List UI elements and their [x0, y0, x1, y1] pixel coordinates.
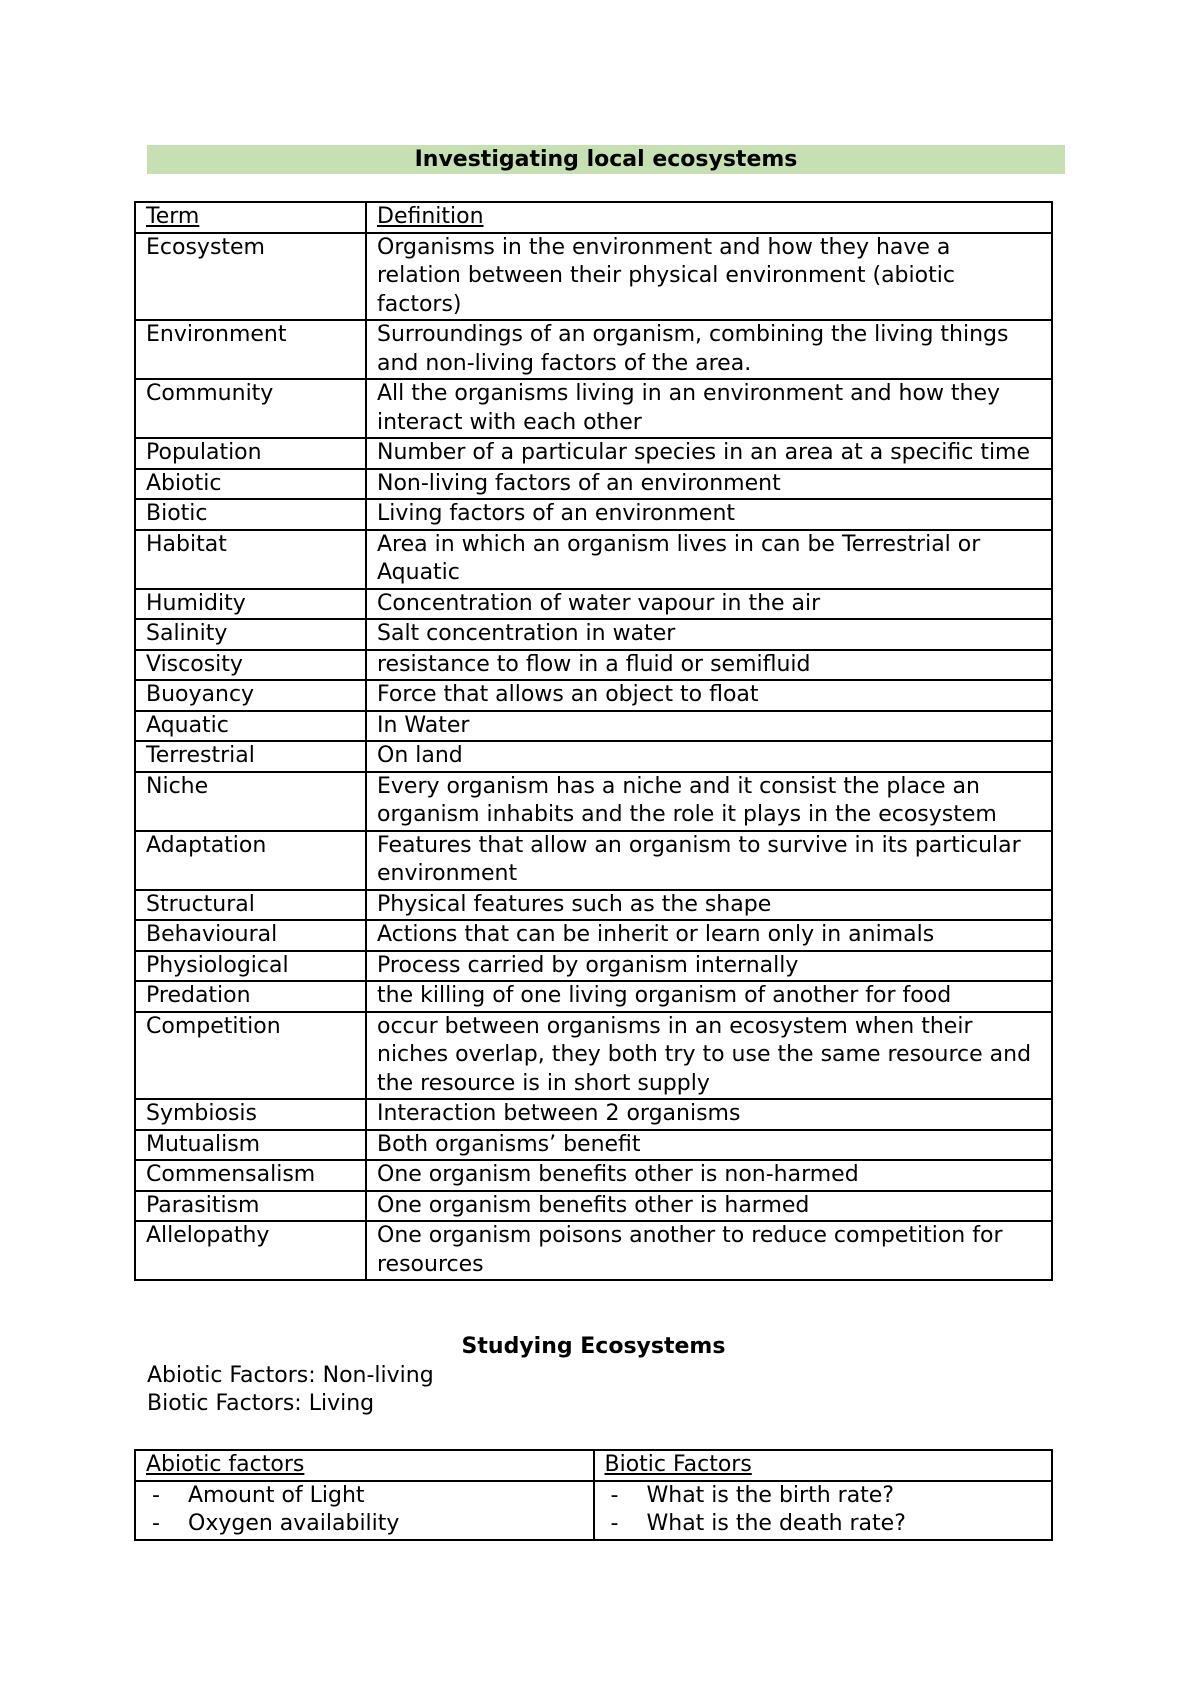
definition-cell: Living factors of an environment: [366, 499, 1052, 530]
definition-cell: On land: [366, 741, 1052, 772]
table-row: [135, 1130, 1052, 1161]
abiotic-factors-line: Abiotic Factors: Non-living: [147, 1363, 434, 1388]
page-title: Investigating local ecosystems: [147, 145, 1065, 174]
term-cell: Ecosystem: [135, 233, 366, 321]
bullet-dash: -: [610, 1511, 619, 1536]
table-row: [135, 711, 1052, 742]
definition-cell: Actions that can be inherit or learn only in animals: [366, 920, 1052, 951]
column-header-term: [135, 202, 366, 233]
term-cell: Parasitism: [135, 1191, 366, 1222]
term-cell: Physiological: [135, 951, 366, 982]
table-row: [135, 772, 1052, 831]
table-row: [135, 320, 1052, 379]
biotic-list: [605, 1482, 1042, 1539]
definition-cell: One organism benefits other is harmed: [366, 1191, 1052, 1222]
biotic-factors-line: Biotic Factors: Living: [147, 1391, 375, 1416]
table-row: [135, 589, 1052, 620]
term-cell: Structural: [135, 890, 366, 921]
term-cell: Abiotic: [135, 469, 366, 500]
table-row: [135, 1099, 1052, 1130]
abiotic-list: [146, 1482, 583, 1539]
definition-cell: One organism benefits other is non-harmed: [366, 1160, 1052, 1191]
definition-cell: Organisms in the environment and how they have a relation between their physical environment (abiotic factors): [366, 233, 1052, 321]
term-cell: Habitat: [135, 530, 366, 589]
table-row: [135, 981, 1052, 1012]
list-item: [610, 1482, 1042, 1511]
table-row: [135, 890, 1052, 921]
table-row: [135, 650, 1052, 681]
factors-table: [134, 1449, 1053, 1541]
table-row: [135, 530, 1052, 589]
definition-cell: Salt concentration in water: [366, 619, 1052, 650]
header-biotic-label: Biotic Factors: [604, 1452, 752, 1477]
list-item-text: Oxygen availability: [188, 1511, 400, 1536]
term-cell: Humidity: [135, 589, 366, 620]
table-row: [135, 233, 1052, 321]
definition-cell: Area in which an organism lives in can be Terrestrial or Aquatic: [366, 530, 1052, 589]
term-cell: Allelopathy: [135, 1221, 366, 1280]
definition-cell: In Water: [366, 711, 1052, 742]
definition-cell: Every organism has a niche and it consist the place an organism inhabits and the role it plays in the ecosystem: [366, 772, 1052, 831]
header-definition-label: Definition: [377, 204, 484, 229]
terms-table: [134, 201, 1053, 1281]
column-header-abiotic: [135, 1450, 594, 1481]
bullet-dash: -: [610, 1482, 619, 1508]
table-row: [135, 469, 1052, 500]
definition-cell: One organism poisons another to reduce competition for resources: [366, 1221, 1052, 1280]
list-item-text: What is the death rate?: [646, 1511, 906, 1536]
definition-cell: Non-living factors of an environment: [366, 469, 1052, 500]
term-cell: Competition: [135, 1012, 366, 1100]
term-cell: Adaptation: [135, 831, 366, 890]
definition-cell: Number of a particular species in an area at a specific time: [366, 438, 1052, 469]
definition-cell: Interaction between 2 organisms: [366, 1099, 1052, 1130]
table-row: [135, 831, 1052, 890]
table-row: [135, 619, 1052, 650]
term-cell: Buoyancy: [135, 680, 366, 711]
list-item-text: What is the birth rate?: [646, 1482, 895, 1508]
column-header-biotic: [594, 1450, 1053, 1481]
column-header-definition: [366, 202, 1052, 233]
table-row: [135, 741, 1052, 772]
term-cell: Aquatic: [135, 711, 366, 742]
term-cell: Viscosity: [135, 650, 366, 681]
section-title: Studying Ecosystems: [461, 1334, 726, 1359]
table-row: [135, 951, 1052, 982]
definition-cell: the killing of one living organism of another for food: [366, 981, 1052, 1012]
abiotic-list-cell: [135, 1481, 594, 1540]
definition-cell: Force that allows an object to float: [366, 680, 1052, 711]
definition-cell: Physical features such as the shape: [366, 890, 1052, 921]
definition-cell: Features that allow an organism to survive in its particular environment: [366, 831, 1052, 890]
list-item: [152, 1510, 583, 1539]
bullet-dash: -: [152, 1482, 160, 1508]
term-cell: Mutualism: [135, 1130, 366, 1161]
table-row: [135, 379, 1052, 438]
table-row: [135, 1221, 1052, 1280]
definition-cell: Process carried by organism internally: [366, 951, 1052, 982]
definition-cell: All the organisms living in an environment and how they interact with each other: [366, 379, 1052, 438]
definition-cell: Both organisms’ benefit: [366, 1130, 1052, 1161]
table-header-row: [135, 202, 1052, 233]
list-item: [610, 1510, 1042, 1539]
header-term-label: Term: [146, 204, 200, 229]
term-cell: Predation: [135, 981, 366, 1012]
table-row: [135, 1012, 1052, 1100]
term-cell: Behavioural: [135, 920, 366, 951]
bullet-dash: -: [152, 1511, 160, 1536]
header-abiotic-label: Abiotic factors: [146, 1452, 305, 1477]
term-cell: Commensalism: [135, 1160, 366, 1191]
table-row: [135, 1191, 1052, 1222]
table-row: [135, 438, 1052, 469]
list-item-text: Amount of Light: [188, 1482, 365, 1508]
definition-cell: Concentration of water vapour in the air: [366, 589, 1052, 620]
definition-cell: Surroundings of an organism, combining the living things and non-living factors of the area.: [366, 320, 1052, 379]
term-cell: Niche: [135, 772, 366, 831]
table-header-row: [135, 1450, 1052, 1481]
term-cell: Population: [135, 438, 366, 469]
term-cell: Terrestrial: [135, 741, 366, 772]
term-cell: Community: [135, 379, 366, 438]
table-row: [135, 680, 1052, 711]
table-row: [135, 499, 1052, 530]
table-row: [135, 920, 1052, 951]
list-item: [152, 1482, 583, 1511]
term-cell: Biotic: [135, 499, 366, 530]
definition-cell: resistance to flow in a fluid or semifluid: [366, 650, 1052, 681]
biotic-list-cell: [594, 1481, 1053, 1540]
term-cell: Environment: [135, 320, 366, 379]
term-cell: Salinity: [135, 619, 366, 650]
term-cell: Symbiosis: [135, 1099, 366, 1130]
table-row: [135, 1481, 1052, 1540]
definition-cell: occur between organisms in an ecosystem when their niches overlap, they both try to use the same resource and the resource is in short supply: [366, 1012, 1052, 1100]
table-row: [135, 1160, 1052, 1191]
